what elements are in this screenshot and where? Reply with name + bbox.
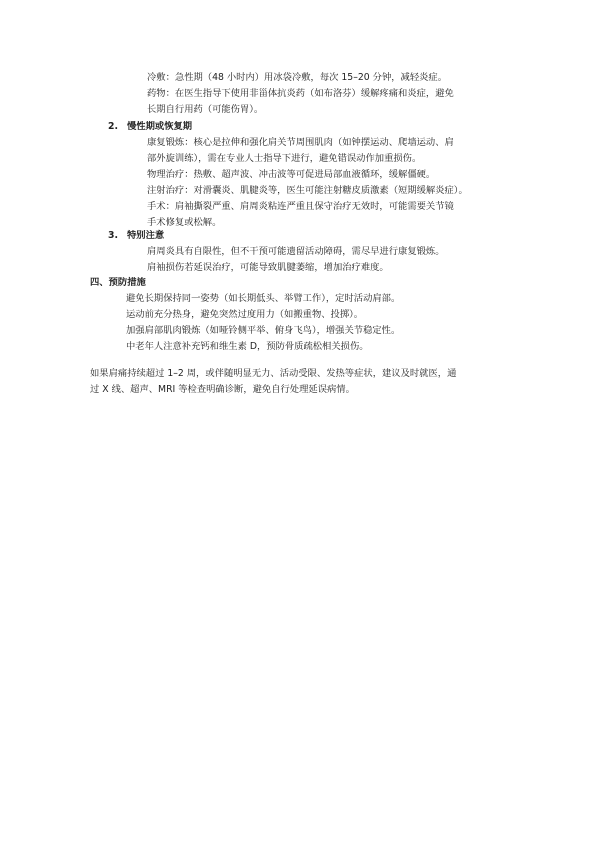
injection-text: 注射治疗：对滑囊炎、肌腱炎等，医生可能注射糖皮质激素（短期缓解炎症）。 xyxy=(147,185,468,196)
cold-compress-text: 冷敷：急性期（48 小时内）用冰袋冷敷，每次 15–20 分钟，减轻炎症。 xyxy=(147,72,448,83)
prevention-item: 中老年人注意补充钙和维生素 D，预防骨质疏松相关损伤。 xyxy=(126,341,369,352)
special-note-2: 肩袖损伤若延误治疗，可能导致肌腱萎缩，增加治疗难度。 xyxy=(147,262,389,273)
rehab-text-line2: 部外旋训练），需在专业人士指导下进行，避免错误动作加重损伤。 xyxy=(147,153,422,164)
prevention-item: 运动前充分热身，避免突然过度用力（如搬重物、投掷）。 xyxy=(126,309,364,320)
section-2-heading: 慢性期或恢复期 xyxy=(127,121,193,132)
section-2-number: 2. xyxy=(108,121,119,132)
special-note-1: 肩周炎具有自限性，但不干预可能遗留活动障碍，需尽早进行康复锻炼。 xyxy=(147,246,445,257)
physio-text: 物理治疗：热敷、超声波、冲击波等可促进局部血液循环，缓解僵硬。 xyxy=(147,169,436,180)
section-3-number: 3. xyxy=(108,230,119,241)
medication-text-line1: 药物：在医生指导下使用非甾体抗炎药（如布洛芬）缓解疼痛和炎症，避免 xyxy=(147,88,454,99)
medication-text-line2: 长期自行用药（可能伤胃）。 xyxy=(147,104,264,115)
prevention-item: 避免长期保持同一姿势（如长期低头、举臂工作），定时活动肩部。 xyxy=(126,293,401,304)
prevention-heading: 四、预防措施 xyxy=(90,277,146,288)
surgery-text-line2: 手术修复或松解。 xyxy=(147,217,222,228)
closing-paragraph-line2: 过 X 线、超声、MRI 等检查明确诊断，避免自行处理延误病情。 xyxy=(90,384,355,395)
prevention-item: 加强肩部肌肉锻炼（如哑铃侧平举、俯身飞鸟），增强关节稳定性。 xyxy=(126,325,401,336)
rehab-text-line1: 康复锻炼：核心是拉伸和强化肩关节周围肌肉（如钟摆运动、爬墙运动、肩 xyxy=(147,137,454,148)
closing-paragraph-line1: 如果肩痛持续超过 1–2 周，或伴随明显无力、活动受限、发热等症状，建议及时就医，通 xyxy=(90,368,457,379)
surgery-text-line1: 手术：肩袖撕裂严重、肩周炎粘连严重且保守治疗无效时，可能需要关节镜 xyxy=(147,201,454,212)
section-3-heading: 特别注意 xyxy=(127,230,165,241)
